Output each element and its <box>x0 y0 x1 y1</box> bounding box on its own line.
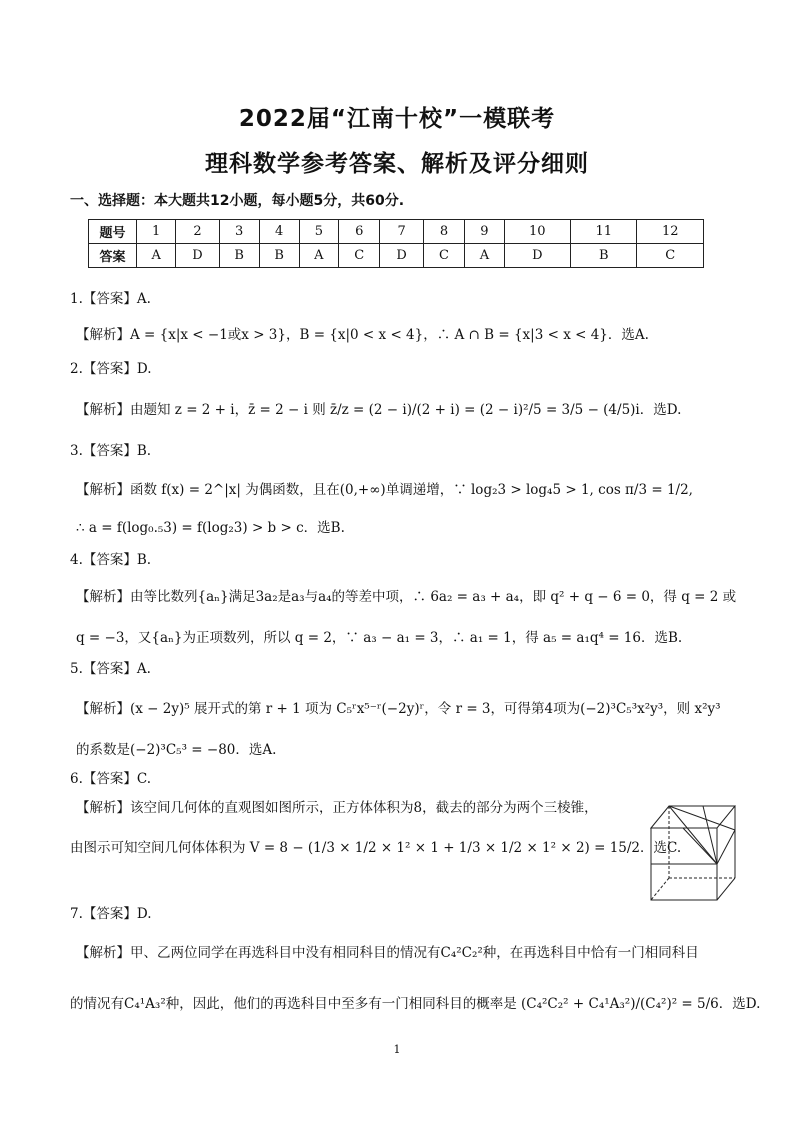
explanation-3-line-1: 【解析】函数 f(x) = 2^|x| 为偶函数，且在(0,+∞)单调递增，∵ log₂3 > log₄5 > 1, cos π/3 = 1/2, <box>76 482 693 498</box>
table-cell: B <box>571 244 637 268</box>
section-heading: 一、选择题：本大题共12小题，每小题5分，共60分. <box>70 193 405 209</box>
explanation-4-line-1: 【解析】由等比数列{aₙ}满足3a₂是a₃与a₄的等差中项，∴ 6a₂ = a₃ + a₄，即 q² + q − 6 = 0，得 q = 2 或 <box>76 589 737 605</box>
table-cell: 5 <box>299 220 338 244</box>
answer-7: 7.【答案】D. <box>70 906 152 922</box>
explanation-7-line-1: 【解析】甲、乙两位同学在再选科目中没有相同科目的情况有C₄²C₂²种，在再选科目中恰有一门相同科目 <box>76 945 699 961</box>
explanation-2: 【解析】由题知 z = 2 + i，z̄ = 2 − i 则 z̄/z = (2 − i)/(2 + i) = (2 − i)²/5 = 3/5 − (4/5)i．选D. <box>76 402 682 418</box>
explanation-6-line-1: 【解析】该空间几何体的直观图如图所示，正方体体积为8，截去的部分为两个三棱锥， <box>76 800 598 816</box>
table-cell: D <box>176 244 219 268</box>
explanation-3-line-2: ∴ a = f(log₀.₅3) = f(log₂3) > b > c．选B. <box>76 520 345 536</box>
table-cell: 12 <box>637 220 704 244</box>
answer-5: 5.【答案】A. <box>70 661 151 677</box>
table-cell: A <box>299 244 338 268</box>
table-cell: 4 <box>259 220 299 244</box>
explanation-4-line-2: q = −3，又{aₙ}为正项数列，所以 q = 2，∵ a₃ − a₁ = 3，∴ a₁ = 1，得 a₅ = a₁q⁴ = 16．选B. <box>76 630 683 646</box>
table-cell: 10 <box>504 220 570 244</box>
answer-6: 6.【答案】C. <box>70 771 152 787</box>
table-cell: C <box>637 244 704 268</box>
answer-table-answer-row <box>89 244 704 268</box>
answer-table-number-row <box>89 220 704 244</box>
table-cell: D <box>504 244 570 268</box>
table-header-answer: 答案 <box>89 244 137 268</box>
explanation-5-line-1: 【解析】(x − 2y)⁵ 展开式的第 r + 1 项为 C₅ʳx⁵⁻ʳ(−2y)ʳ，令 r = 3，可得第4项为(−2)³C₅³x²y³，则 x²y³ <box>76 701 721 717</box>
answer-2: 2.【答案】D. <box>70 361 152 377</box>
table-cell: B <box>219 244 259 268</box>
answer-table <box>88 219 704 268</box>
title-line-2: 理科数学参考答案、解析及评分细则 <box>205 151 589 177</box>
explanation-6-line-2: 由图示可知空间几何体体积为 V = 8 − (1/3 × 1/2 × 1² × 1 + 1/3 × 1/2 × 1² × 2) = 15/2．选C. <box>70 840 682 856</box>
title-line-1: 2022届“江南十校”一模联考 <box>238 106 556 132</box>
page-number: 1 <box>393 1043 401 1056</box>
answer-4: 4.【答案】B. <box>70 552 152 568</box>
table-cell: 3 <box>219 220 259 244</box>
table-cell: A <box>465 244 504 268</box>
table-cell: C <box>423 244 464 268</box>
table-cell: 6 <box>339 220 380 244</box>
explanation-7-line-2: 的情况有C₄¹A₃²种，因此，他们的再选科目中至多有一门相同科目的概率是 (C₄²C₂² + C₄¹A₃²)/(C₄²)² = 5/6．选D. <box>70 996 761 1012</box>
table-cell: A <box>137 244 176 268</box>
explanation-5-line-2: 的系数是(−2)³C₅³ = −80．选A. <box>76 742 277 758</box>
table-cell: D <box>380 244 423 268</box>
answer-3: 3.【答案】B. <box>70 443 152 459</box>
table-cell: 1 <box>137 220 176 244</box>
table-cell: 11 <box>571 220 637 244</box>
table-cell: 9 <box>465 220 504 244</box>
table-cell: 7 <box>380 220 423 244</box>
table-cell: 8 <box>423 220 464 244</box>
table-cell: B <box>259 244 299 268</box>
table-cell: 2 <box>176 220 219 244</box>
answer-1: 1.【答案】A. <box>70 291 151 307</box>
table-cell: C <box>339 244 380 268</box>
cube-figure <box>643 800 743 904</box>
explanation-1: 【解析】A = {x|x < −1或x > 3}，B = {x|0 < x < 4}，∴ A ∩ B = {x|3 < x < 4}．选A. <box>76 327 649 343</box>
table-header-question: 题号 <box>89 220 137 244</box>
